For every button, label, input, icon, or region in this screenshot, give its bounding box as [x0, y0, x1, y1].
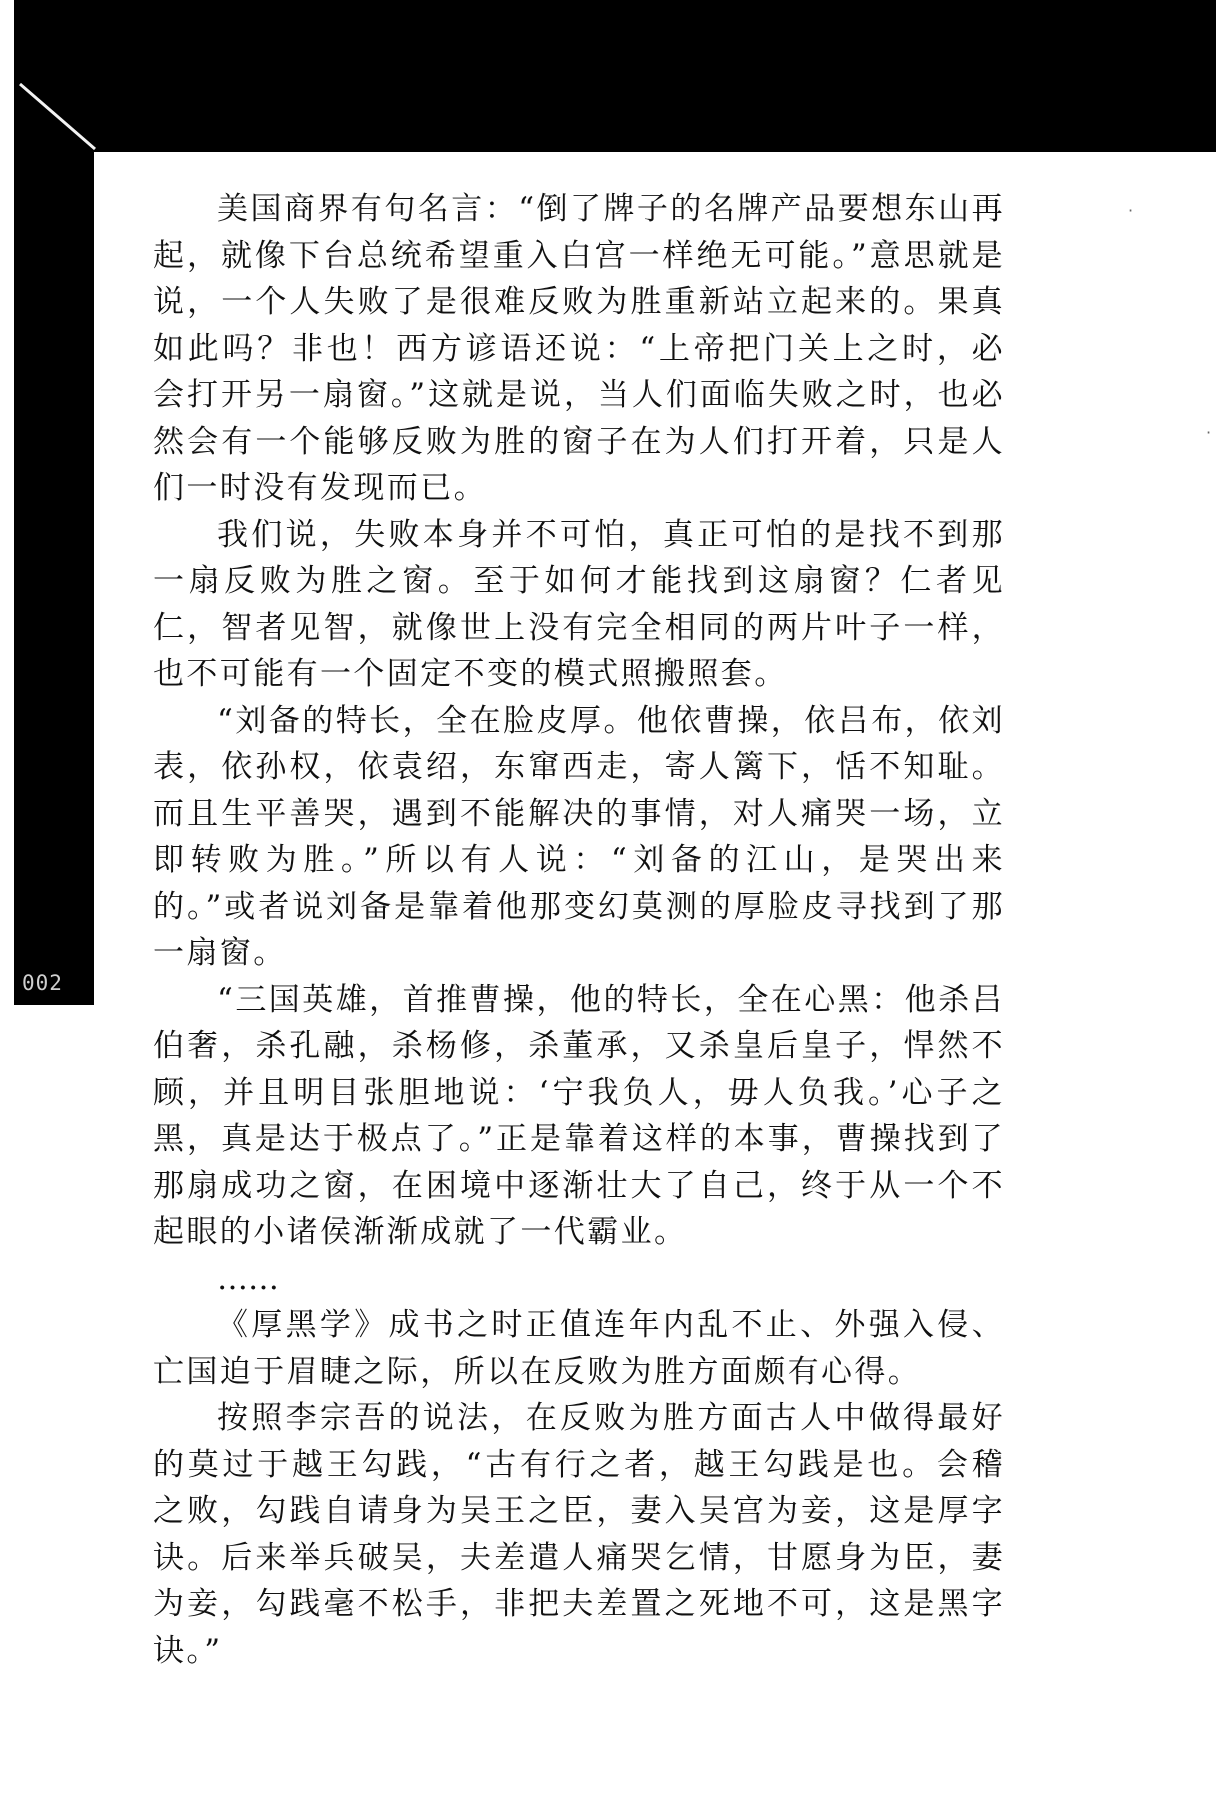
- paragraph: “三国英雄，首推曹操，他的特长，全在心黑：他杀吕伯奢，杀孔融，杀杨修，杀董承，又杀皇后皇子，悍然不顾，并且明目张胆地说：‘宁我负人，毋人负我。’心子之黑，真是达于极点了。”正是靠着这样的本事，曹操找到了那扇成功之窗，在困境中逐渐壮大了自己，终于从一个不起眼的小诸侯渐渐成就了一代霸业。: [153, 981, 1005, 1250]
- paragraph: 我们说，失败本身并不可怕，真正可怕的是找不到那一扇反败为胜之窗。至于如何才能找到这扇窗？仁者见仁，智者见智，就像世上没有完全相同的两片叶子一样，也不可能有一个固定不变的模式照搬照套。: [153, 516, 1005, 692]
- top-black-band: [14, 0, 1216, 152]
- paragraph: “刘备的特长，全在脸皮厚。他依曹操，依吕布，依刘表，依孙权，依袁绍，东窜西走，寄人篱下，恬不知耻。而且生平善哭，遇到不能解决的事情，对人痛哭一场，立即转败为胜。”所以有人说：“刘备的江山，是哭出来的。”或者说刘备是靠着他那变幻莫测的厚脸皮寻找到了那一扇窗。: [153, 702, 1005, 971]
- scan-speck: ·: [1206, 423, 1212, 442]
- scan-speck: ·: [1128, 201, 1134, 220]
- paragraph: 美国商界有句名言：“倒了牌子的名牌产品要想东山再起，就像下台总统希望重入白宫一样绝无可能。”意思就是说，一个人失败了是很难反败为胜重新站立起来的。果真如此吗？非也！西方谚语还说：“上帝把门关上之时，必会打开另一扇窗。”这就是说，当人们面临失败之时，也必然会有一个能够反败为胜的窗子在为人们打开着，只是人们一时没有发现而已。: [153, 191, 1005, 506]
- paragraph: 《厚黑学》成书之时正值连年内乱不止、外强入侵、亡国迫于眉睫之际，所以在反败为胜方面颇有心得。: [153, 1307, 1005, 1390]
- ellipsis-line: ……: [217, 1260, 279, 1297]
- page-number: 002: [22, 971, 63, 995]
- paragraph: 按照李宗吾的说法，在反败为胜方面古人中做得最好的莫过于越王勾践，“古有行之者，越王勾践是也。会稽之败，勾践自请身为吴王之臣，妻入吴宫为妾，这是厚字诀。后来举兵破吴，夫差遣人痛哭乞情，甘愿身为臣，妻为妾，勾践毫不松手，非把夫差置之死地不可，这是黑字诀。”: [153, 1400, 1005, 1669]
- left-black-band: [14, 0, 94, 1005]
- body-text: [153, 186, 1005, 1669]
